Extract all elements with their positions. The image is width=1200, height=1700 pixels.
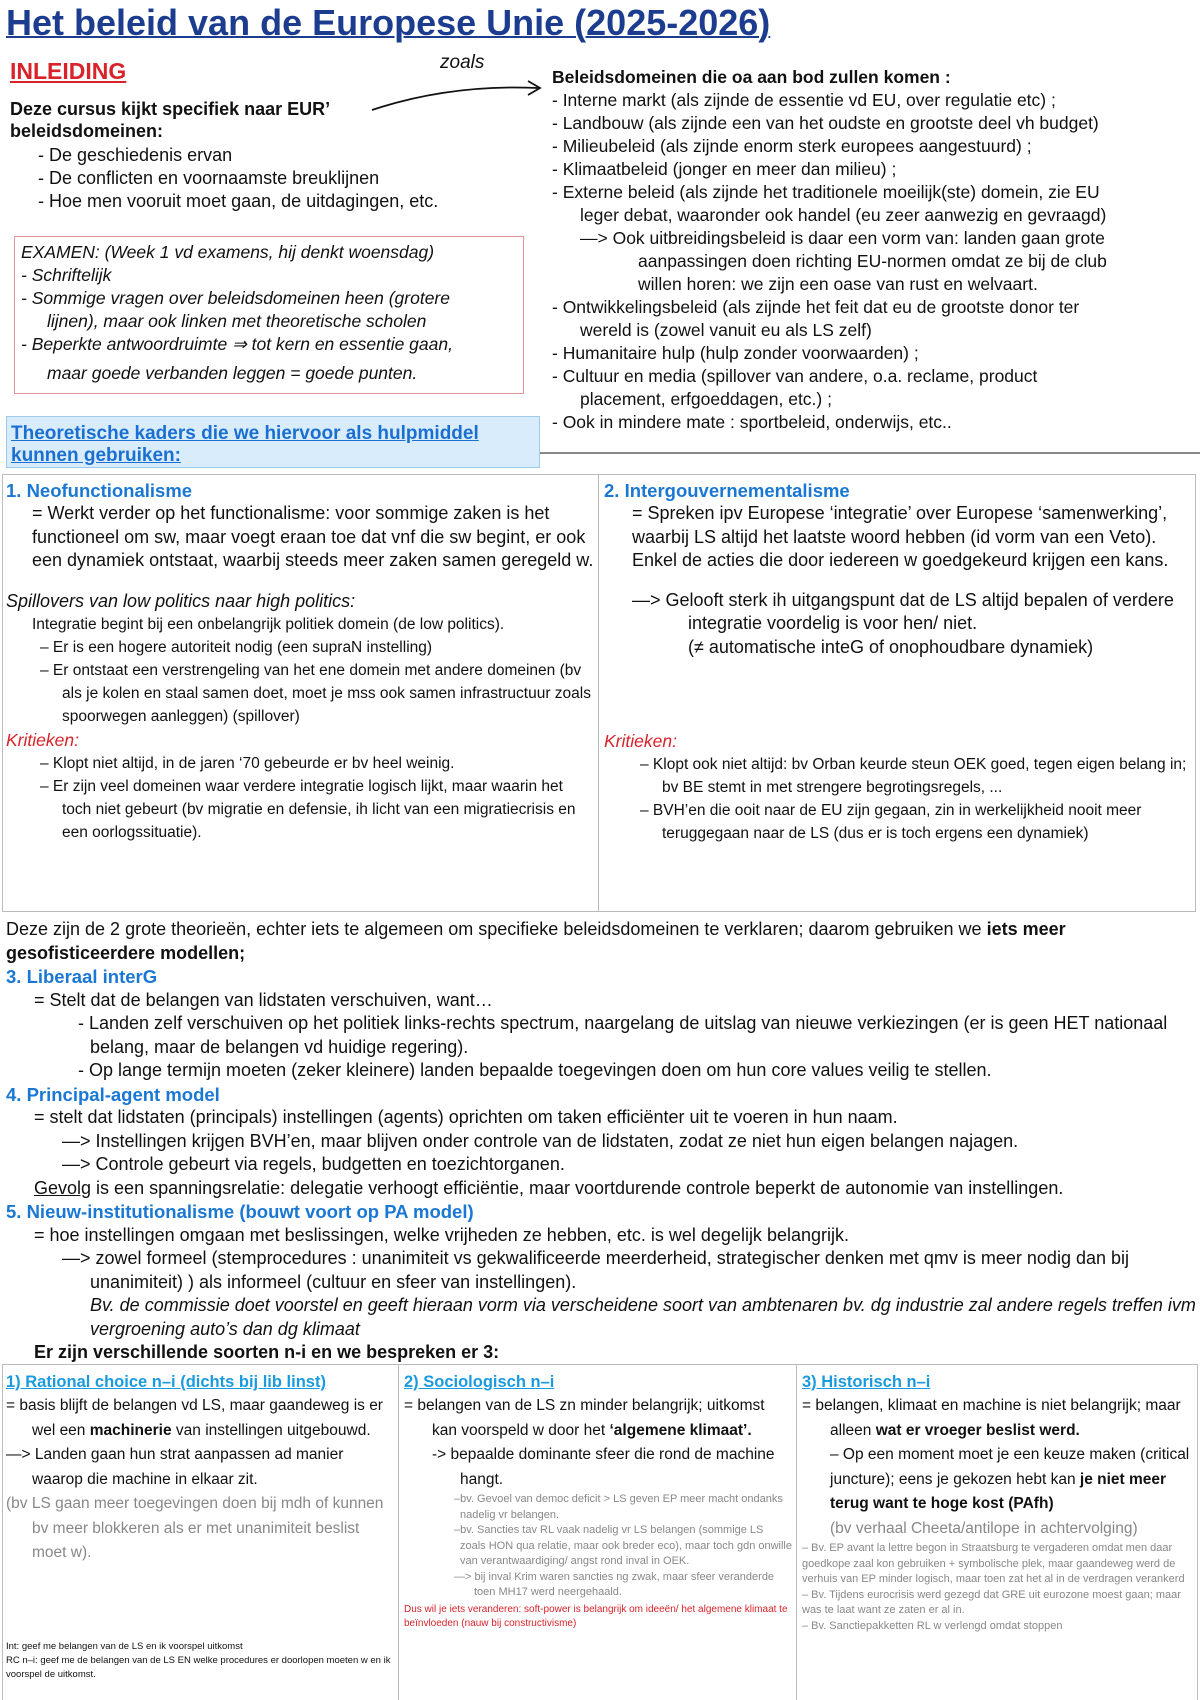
theory-heading: Theoretische kaders die we hiervoor als hulpmiddel kunnen gebruiken: [6,416,540,468]
list-item: - Ontwikkelingsbeleid (als zijnde het feit dat eu de grootste donor ter [552,297,1080,317]
sociological-example: –bv. Sancties tav RL vaak nadelig vr LS belangen (sommige LS zoals HON qua relatie, maar ook breder eco), maar toch gdn onwille van verantwaardiging/ angst rond inval in OEK. [454,1524,792,1567]
intergovernmentalism-note: (≠ automatische inteG of onophoudbare dynamiek) [688,636,1094,657]
models-intro [6,918,1196,965]
neofunctionalism-definition: = Werkt verder op het functionalisme: voor sommige zaken is het functioneel om sw, maar voegt eraan toe dat vnf die sw begint, er ook een dynamiek ontstaat, waarbij steeds meer zaken samen geregeld w. [32,503,594,570]
intro-heading: INLEIDING [10,58,127,84]
new-institutionalism-heading: 5. Nieuw-institutionalisme (bouwt voort op PA model) [6,1201,474,1222]
main-section [6,918,1196,1365]
divider [398,1364,399,1700]
list-item: - De geschiedenis ervan [38,145,233,165]
sociological-heading: 2) Sociologisch n–i [404,1373,555,1391]
list-item: - Klimaatbeleid (jonger en meer dan milieu) ; [552,159,897,179]
domains-heading: Beleidsdomeinen die oa aan bod zullen komen : [552,67,951,87]
rc-text: van instellingen uitgebouwd. [171,1421,371,1439]
neofunctionalism-cell [6,480,594,844]
intergovernmentalism-arrow-line: —> Gelooft sterk ih uitgangspunt dat de LS altijd bepalen of verdere integratie voordelig is voor hen/ niet. [632,589,1174,633]
critique-line: – Klopt ook niet altijd: bv Orban keurde steun OEK goed, tegen eigen belang in; bv BE stemt in met strengere begrotingsregels, ... [640,756,1187,796]
divider [796,1364,797,1700]
list-item: - Landen zelf verschuiven op het politiek links-rechts spectrum, naargelang de uitslag van nieuwe verkiezingen (er is geen HET nationaal belang, maar de belangen vd huidige regering). [78,1013,1168,1057]
sociological-line: -> bepaalde dominante sfeer die rond de machine hangt. [432,1446,775,1488]
intergovernmentalism-heading: 2. Intergouvernementalisme [604,480,850,501]
list-item: - Cultuur en media (spillover van andere, o.a. reclame, product [552,366,1038,386]
sociological-red-note: Dus wil je iets veranderen: soft-power is belangrijk om ideeën/ het algemene klimaat te beïnvloeden (nauw bij constructivisme) [404,1603,788,1629]
hist-text: – Op een moment moet je een keuze maken (critical juncture); eens je gekozen hebt kan [830,1446,1190,1488]
liberal-intergov-heading: 3. Liberaal interG [6,966,158,987]
hist-bold: je niet meer terug want te hoge kost (PAfh) [830,1470,1167,1512]
spillover-line: – Er is een hogere autoriteit nodig (een supraN instelling) [40,638,433,656]
historical-line [802,1394,1196,1443]
rc-bold: machinerie [89,1421,172,1439]
historical-cell [802,1370,1196,1634]
exam-line: - Sommige vragen over beleidsdomeinen heen (grotere [21,288,450,308]
exam-line: - Schriftelijk [21,265,112,285]
historical-heading: 3) Historisch n–i [802,1373,931,1391]
intergovernmentalism-cell [604,480,1194,845]
list-item: - De conflicten en voornaamste breuklijnen [38,168,380,188]
list-item: = stelt dat lidstaten (principals) instellingen (agents) oprichten om taken efficiënter uit te voeren in hun naam. [34,1107,898,1127]
list-item: - Landbouw (als zijnde een van het oudste en grootste deel vh budget) [552,113,1099,133]
spillover-heading: Spillovers van low politics naar high politics: [6,590,356,611]
rational-choice-line: —> Landen gaan hun strat aanpassen ad manier waarop die machine in elkaar zit. [6,1446,344,1488]
exam-line: lijnen), maar ook linken met theoretische scholen [47,311,427,331]
rational-choice-cell [6,1370,394,1566]
hist-text: = belangen, klimaat en machine is niet belangrijk; maar alleen [802,1397,1181,1439]
ni-types-line: Er zijn verschillende soorten n-i en we bespreken er 3: [34,1342,500,1362]
consequence-line [6,1177,1196,1201]
models-intro-text: Deze zijn de 2 grote theorieën, echter iets te algemeen om specifieke beleidsdomeinen te verklaren; daarom gebruiken we [6,919,987,939]
list-item: - Milieubeleid (als zijnde enorm sterk europees aangestuurd) ; [552,136,1032,156]
list-item: - Hoe men vooruit moet gaan, de uitdagingen, etc. [38,191,439,211]
critiques-heading: Kritieken: [604,731,677,751]
historical-example: – Bv. Tijdens eurocrisis werd gezegd dat GRE uit eurozone moest gaan; maar was te laat want ze zaten er al in. [802,1588,1181,1616]
sociological-cell [404,1370,792,1631]
domains-list [552,66,1194,434]
rc-note: RC n–i: geef me de belangen van de LS EN welke procedures er doorlopen moeten w en ik voorspel de uitkomst. [6,1655,391,1680]
list-item: willen horen: we zijn een oase van rust en welvaart. [638,274,1038,294]
intergovernmentalism-definition: = Spreken ipv Europese ‘integratie’ over Europese ‘samenwerking’, waarbij LS altijd het laatste woord hebben (id vorm van een Veto). Enkel de acties die door iedereen w goedgekeurd krijgen een kans. [632,503,1169,570]
critiques-heading: Kritieken: [6,729,79,750]
critique-line: – Klopt niet altijd, in de jaren ‘70 gebeurde er bv heel weinig. [40,754,455,772]
list-item: - Interne markt (als zijnde de essentie vd EU, over regulatie etc) ; [552,90,1056,110]
list-item: Bv. de commissie doet voorstel en geeft hieraan vorm via verscheidene soort van ambtenaren bv. dg industrie zal andere regels treffen ivm vergroening auto’s dan dg klimaat [90,1295,1196,1339]
historical-line [802,1443,1196,1517]
sociological-example: –bv. Gevoel van democ deficit > LS geven EP meer macht ondanks nadelig vr belangen. [454,1493,783,1521]
rc-note: Int: geef me belangen van de LS en ik voorspel uitkomst [6,1641,243,1652]
neofunctionalism-heading: 1. Neofunctionalisme [6,480,193,501]
exam-line: - Beperkte antwoordruimte ⇒ tot kern en essentie gaan, [21,334,453,354]
intro-text: Deze cursus kijkt specifiek naar EUR’ beleidsdomeinen: [10,99,330,141]
exam-box [14,236,524,394]
rc-text: = basis blijft de belangen vd LS, maar gaandeweg is er wel een [6,1397,383,1439]
list-item: —> Ook uitbreidingsbeleid is daar een vorm van: landen gaan grote [580,228,1105,248]
list-item: wereld is (zowel vanuit eu als LS zelf) [580,320,872,340]
historical-example: – Bv. Sanctiepakketten RL w verlengd omdat stoppen [802,1619,1063,1632]
page-title: Het beleid van de Europese Unie (2025-2026) [6,2,771,43]
consequence-text: is een spanningsrelatie: delegatie verhoogt efficiëntie, maar voortdurende controle beperkt de autonomie van instellingen. [91,1177,1064,1198]
intro-list [38,144,508,213]
list-item: - Op lange termijn moeten (zeker kleinere) landen bepaalde toegevingen doen om hun core values veilig te stellen. [78,1060,992,1080]
rational-choice-line: (bv LS gaan meer toegevingen doen bij mdh of kunnen bv meer blokkeren als er met unanimiteit beslist moet w). [6,1495,384,1561]
list-item: - Externe beleid (als zijnde het traditionele moeilijk(ste) domein, zie EU [552,182,1100,202]
list-item: - Ook in mindere mate : sportbeleid, onderwijs, etc.. [552,412,952,432]
hist-bold: wat er vroeger beslist werd. [875,1421,1080,1439]
principal-agent-heading: 4. Principal-agent model [6,1083,220,1105]
zoals-annotation: zoals [440,52,485,73]
soc-text: = belangen van de LS zn minder belangrijk; uitkomst kan voorspeld w door het [404,1397,765,1439]
historical-example: – Bv. EP avant la lettre begon in Straatsburg te vergaderen omdat men daar goedkope zaal kon gebruiken + symbolische plek, maar gaandeweg werd de verhuis van EP minder logisch, maar toen zat het al in de verdragen verankerd [802,1542,1185,1585]
list-item: = hoe instellingen omgaan met beslissingen, welke vrijheden ze hebben, etc. is wel degelijk belangrijk. [34,1224,849,1245]
list-item: = Stelt dat de belangen van lidstaten verschuiven, want… [34,989,493,1010]
exam-line: EXAMEN: (Week 1 vd examens, hij denkt woensdag) [21,242,435,262]
divider [598,474,599,912]
exam-line: maar goede verbanden leggen = goede punten. [47,363,418,383]
list-item: leger debat, waaronder ook handel (eu zeer aanwezig en gevraagd) [580,205,1107,225]
list-item: —> Controle gebeurt via regels, budgetten en toezichtorganen. [62,1154,565,1174]
list-item: placement, erfgoeddagen, etc.) ; [580,389,832,409]
models-intro-bold: iets meer gesofisticeerdere modellen; [6,919,1066,963]
rational-choice-line [6,1394,394,1443]
sociological-line [404,1394,792,1443]
soc-bold: ‘algemene klimaat’. [609,1421,752,1439]
list-item: aanpassingen doen richting EU-normen omdat ze bij de club [638,251,1107,271]
historical-line: (bv verhaal Cheeta/antilope in achtervolging) [830,1519,1138,1537]
spillover-line: Integratie begint bij een onbelangrijk politiek domein (de low politics). [32,615,505,633]
divider [540,452,1200,454]
rational-choice-notes [6,1640,394,1682]
consequence-word: Gevolg [34,1177,92,1198]
critique-line: – BVH’en die ooit naar de EU zijn gegaan, zin in werkelijkheid nooit meer teruggegaan naar de LS (dus er is toch ergens een dynamiek) [640,802,1142,842]
critique-line: – Er zijn veel domeinen waar verdere integratie logisch lijkt, maar waarin het toch niet gebeurt (bv migratie en defensie, ih licht van een migratiecrisis en een oorlogssituatie). [40,777,576,841]
sociological-example: —> bij inval Krim waren sancties ng zwak, maar sfeer veranderde toen MH17 werd neergehaald. [454,1570,775,1598]
list-item: —> zowel formeel (stemprocedures : unanimiteit vs gekwalificeerde meerderheid, strategischer denken met qmv is meer nodig dan bij unanimiteit) ) als informeel (cultuur en sfeer van instellingen). [62,1248,1129,1292]
spillover-line: – Er ontstaat een verstrengeling van het ene domein met andere domeinen (bv als je kolen en staal samen doet, moet je mss ook samen infrastructuur zoals spoorwegen aanleggen) (spillover) [40,661,591,725]
list-item: —> Instellingen krijgen BVH’en, maar blijven onder controle van de lidstaten, zodat ze niet hun eigen belangen najagen. [62,1130,1019,1151]
list-item: - Humanitaire hulp (hulp zonder voorwaarden) ; [552,343,919,363]
rational-choice-heading: 1) Rational choice n–i (dichts bij lib linst) [6,1373,326,1391]
